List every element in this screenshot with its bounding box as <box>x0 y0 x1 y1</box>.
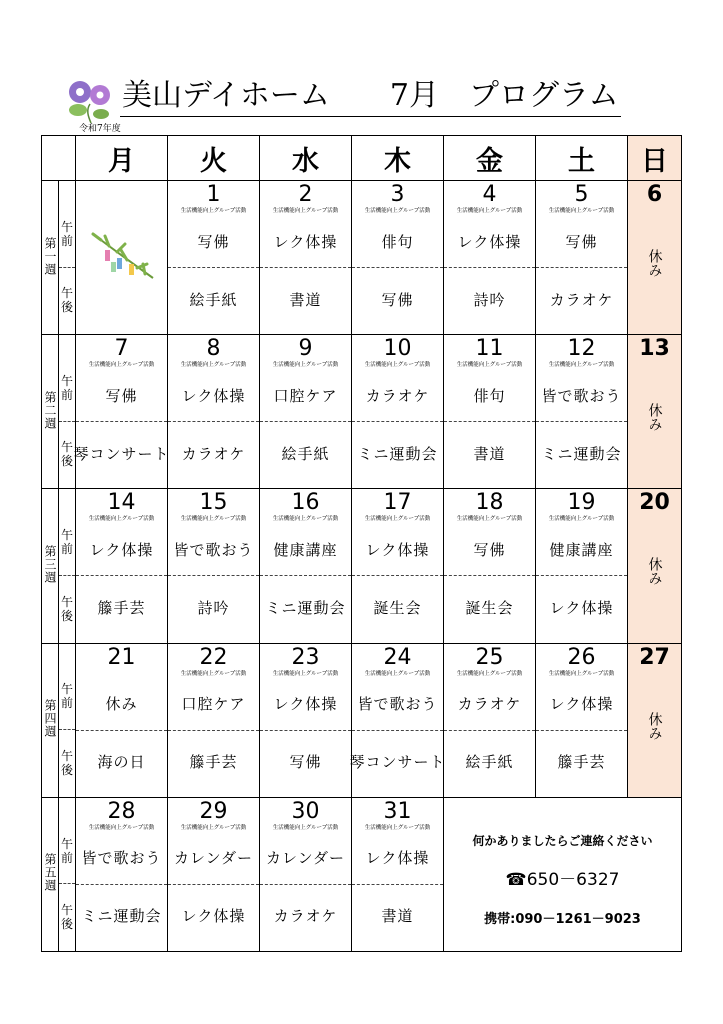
ampm-column <box>59 489 76 643</box>
day-cell <box>536 335 628 489</box>
day-number: 8 <box>206 336 221 362</box>
sunday-rest: 休み <box>646 249 663 278</box>
am-activity: 休み <box>76 678 167 731</box>
am-activity: 健康講座 <box>260 523 351 576</box>
pm-activity: ミニ運動会 <box>541 444 622 463</box>
am-activity: 皆で歌おう <box>76 832 167 885</box>
day-cell <box>352 489 444 643</box>
contact-message: 何かありましたらご連絡ください <box>472 833 653 848</box>
am-activity: カレンダー <box>260 832 351 885</box>
day-cell <box>73 335 170 489</box>
pm-activity: 書道 <box>289 290 322 309</box>
day-number: 3 <box>390 182 405 208</box>
sunday-rest: 休み <box>646 557 663 586</box>
ampm-wrap <box>59 798 75 950</box>
am-activity: 健康講座 <box>536 523 627 576</box>
ampm-wrap <box>59 644 75 796</box>
pm-label: 午後 <box>60 286 73 315</box>
pm-activity: 琴コンサート <box>73 444 170 463</box>
day-number: 28 <box>107 798 136 824</box>
ampm-column <box>59 181 76 335</box>
sunday-rest: 休み <box>646 711 663 740</box>
ampm-wrap <box>59 335 75 487</box>
am-activity: 俳句 <box>352 215 443 268</box>
day-cell <box>536 181 628 335</box>
morning-glory-icon <box>66 78 116 124</box>
day-number: 5 <box>574 182 589 208</box>
am-activity: レク体操 <box>76 523 167 576</box>
day-cell <box>76 643 168 797</box>
am-activity: レク体操 <box>260 215 351 268</box>
pm-activity: 誕生会 <box>373 598 422 617</box>
day-number: 4 <box>482 182 497 208</box>
week-label <box>42 489 59 643</box>
sunday-number: 20 <box>639 490 670 516</box>
page-title: 美山デイホーム 7月 プログラム <box>120 76 621 117</box>
day-activity-note: 生活機能向上グループ活動 <box>364 362 431 369</box>
weekday-header: 木 <box>352 136 444 181</box>
day-cell <box>349 643 446 797</box>
day-cell <box>444 643 536 797</box>
pm-activity: 写佛 <box>381 290 414 309</box>
sunday-number: 6 <box>646 182 663 208</box>
day-cell <box>352 181 444 335</box>
am-activity: レク体操 <box>352 523 443 576</box>
pm-activity: 籐手芸 <box>189 753 238 772</box>
am-activity: レク体操 <box>260 678 351 731</box>
day-activity-note: 生活機能向上グループ活動 <box>272 516 339 523</box>
am-label: 午前 <box>59 489 75 576</box>
pm-label: 午後 <box>60 903 73 932</box>
contact-phone <box>444 865 681 890</box>
day-activity-note: 生活機能向上グループ活動 <box>548 362 615 369</box>
day-activity-note: 生活機能向上グループ活動 <box>364 208 431 215</box>
day-number: 18 <box>475 490 504 516</box>
am-activity: 皆で歌おう <box>168 523 259 576</box>
day-cell <box>168 335 260 489</box>
sunday-number: 27 <box>639 644 670 670</box>
pm-label: 午後 <box>60 748 73 777</box>
ampm-column <box>59 797 76 951</box>
pm-activity: カラオケ <box>273 907 338 926</box>
pm-activity: 書道 <box>381 907 414 926</box>
pm-activity: カラオケ <box>181 444 246 463</box>
day-cell <box>168 181 260 335</box>
pm-activity: 籐手芸 <box>557 753 606 772</box>
pm-activity: 詩吟 <box>197 598 230 617</box>
ampm-wrap <box>59 181 75 333</box>
am-activity: カラオケ <box>444 678 535 731</box>
am-label: 午前 <box>59 798 75 885</box>
am-activity: カラオケ <box>352 369 443 422</box>
day-cell <box>76 797 168 951</box>
weekday-header: 火 <box>168 136 260 181</box>
day-activity-note: 生活機能向上グループ活動 <box>456 670 523 677</box>
sunday-cell <box>628 643 682 797</box>
pm-activity: レク体操 <box>181 907 246 926</box>
pm-label: 午後 <box>60 594 73 623</box>
week-label-text: 第五週 <box>43 853 57 893</box>
week-label <box>42 335 59 489</box>
day-activity-note: 生活機能向上グループ活動 <box>88 516 155 523</box>
day-activity-note: 生活機能向上グループ活動 <box>88 362 155 369</box>
week-label-text: 第四週 <box>43 699 57 739</box>
day-activity-note: 生活機能向上グループ活動 <box>180 208 247 215</box>
sunday-number: 13 <box>639 336 670 362</box>
day-cell <box>260 643 352 797</box>
day-activity-note: 生活機能向上グループ活動 <box>548 670 615 677</box>
am-label: 午前 <box>59 644 75 731</box>
day-number: 25 <box>475 644 504 670</box>
sunday-cell <box>628 335 682 489</box>
contact-info <box>444 797 682 951</box>
day-activity-note: 生活機能向上グループ活動 <box>456 516 523 523</box>
pm-activity: 絵手紙 <box>465 753 514 772</box>
pm-activity: ミニ運動会 <box>265 598 346 617</box>
weekday-header-row <box>42 136 682 181</box>
week-row <box>42 489 682 643</box>
day-activity-note: 生活機能向上グループ活動 <box>272 362 339 369</box>
day-number: 17 <box>383 490 412 516</box>
day-activity-note: 生活機能向上グループ活動 <box>180 516 247 523</box>
tanabata-bamboo-icon <box>87 226 157 286</box>
weekday-header: 水 <box>260 136 352 181</box>
day-activity-note: 生活機能向上グループ活動 <box>180 362 247 369</box>
program-calendar <box>41 135 682 952</box>
day-activity-note: 生活機能向上グループ活動 <box>272 208 339 215</box>
day-number: 31 <box>383 798 412 824</box>
day-number: 9 <box>298 336 313 362</box>
am-activity: レク体操 <box>444 215 535 268</box>
day-cell <box>352 797 444 951</box>
day-activity-note <box>76 670 167 678</box>
pm-activity: ミニ運動会 <box>81 907 162 926</box>
day-number: 1 <box>206 182 221 208</box>
ampm-column <box>59 643 76 797</box>
day-number: 19 <box>567 490 596 516</box>
day-number: 21 <box>107 644 136 670</box>
am-activity: レク体操 <box>352 832 443 885</box>
day-number: 16 <box>291 490 320 516</box>
am-activity: 写佛 <box>168 215 259 268</box>
phone-number: 650－6327 <box>526 869 620 890</box>
day-cell <box>444 181 536 335</box>
week-row <box>42 643 682 797</box>
phone-icon: ☎ <box>505 869 527 890</box>
day-number: 24 <box>383 644 412 670</box>
pm-activity: 書道 <box>473 444 506 463</box>
page-header <box>62 68 662 134</box>
day-activity-note: 生活機能向上グループ活動 <box>364 824 431 831</box>
day-cell <box>536 489 628 643</box>
day-activity-note: 生活機能向上グループ活動 <box>456 362 523 369</box>
day-activity-note: 生活機能向上グループ活動 <box>548 516 615 523</box>
week-row <box>42 335 682 489</box>
day-activity-note: 生活機能向上グループ活動 <box>548 208 615 215</box>
day-number: 14 <box>107 490 136 516</box>
ampm-column <box>59 335 76 489</box>
weekday-header: 月 <box>76 136 168 181</box>
day-number: 10 <box>383 336 412 362</box>
am-activity: レク体操 <box>168 369 259 422</box>
day-number: 29 <box>199 798 228 824</box>
day-cell <box>536 643 628 797</box>
pm-activity: 詩吟 <box>473 290 506 309</box>
day-number: 12 <box>567 336 596 362</box>
am-activity: カレンダー <box>168 832 259 885</box>
am-activity: 写佛 <box>76 369 167 422</box>
day-number: 30 <box>291 798 320 824</box>
pm-activity: レク体操 <box>549 598 614 617</box>
day-cell <box>168 489 260 643</box>
ampm-wrap <box>59 489 75 641</box>
day-activity-note: 生活機能向上グループ活動 <box>88 824 155 831</box>
pm-activity: 籐手芸 <box>97 598 146 617</box>
week-row <box>42 797 682 951</box>
day-activity-note: 生活機能向上グループ活動 <box>364 516 431 523</box>
pm-activity: 絵手紙 <box>281 444 330 463</box>
day-number: 23 <box>291 644 320 670</box>
am-activity: 写佛 <box>444 523 535 576</box>
day-number: 11 <box>475 336 504 362</box>
day-number: 15 <box>199 490 228 516</box>
day-cell <box>260 181 352 335</box>
pm-activity: 誕生会 <box>465 598 514 617</box>
fiscal-year-label: 令和7年度 <box>79 124 121 134</box>
day-activity-note: 生活機能向上グループ活動 <box>456 208 523 215</box>
week-label <box>42 181 59 335</box>
weekday-header: 日 <box>628 136 682 181</box>
day-cell <box>260 797 352 951</box>
day-cell <box>352 335 444 489</box>
weekday-header: 金 <box>444 136 536 181</box>
pm-activity: 琴コンサート <box>349 753 446 772</box>
week-label-text: 第三週 <box>43 545 57 585</box>
day-cell <box>444 489 536 643</box>
contact-mobile: 携帯:090－1261－9023 <box>484 911 641 927</box>
pm-activity: 海の日 <box>97 753 146 772</box>
week-label <box>42 643 59 797</box>
day-number: 26 <box>567 644 596 670</box>
day-cell <box>444 335 536 489</box>
day-cell <box>168 643 260 797</box>
day-number: 2 <box>298 182 313 208</box>
pm-activity: カラオケ <box>549 290 614 309</box>
sunday-cell <box>628 181 682 335</box>
sunday-cell <box>628 489 682 643</box>
week-label-text: 第二週 <box>43 390 57 430</box>
day-number: 22 <box>199 644 228 670</box>
am-activity: レク体操 <box>536 678 627 731</box>
sunday-rest: 休み <box>646 403 663 432</box>
weekday-header: 土 <box>536 136 628 181</box>
day-activity-note: 生活機能向上グループ活動 <box>272 670 339 677</box>
am-activity: 皆で歌おう <box>536 369 627 422</box>
week-label <box>42 797 59 951</box>
am-label: 午前 <box>59 181 75 268</box>
am-activity: 俳句 <box>444 369 535 422</box>
day-cell <box>260 335 352 489</box>
day-activity-note: 生活機能向上グループ活動 <box>364 670 431 677</box>
day-cell <box>260 489 352 643</box>
day-activity-note: 生活機能向上グループ活動 <box>180 824 247 831</box>
day-activity-note: 生活機能向上グループ活動 <box>272 824 339 831</box>
day-activity-note: 生活機能向上グループ活動 <box>180 670 247 677</box>
am-activity: 写佛 <box>536 215 627 268</box>
am-activity: 皆で歌おう <box>352 678 443 731</box>
am-label: 午前 <box>59 335 75 422</box>
am-activity: 口腔ケア <box>168 678 259 731</box>
pm-activity: 絵手紙 <box>189 290 238 309</box>
am-activity: 口腔ケア <box>260 369 351 422</box>
pm-label: 午後 <box>60 440 73 469</box>
day-number: 7 <box>114 336 129 362</box>
pm-activity: ミニ運動会 <box>357 444 438 463</box>
day-cell <box>168 797 260 951</box>
week-row <box>42 181 682 335</box>
pm-activity: 写佛 <box>289 753 322 772</box>
tanabata-cell <box>76 181 168 335</box>
week-label-text: 第一週 <box>43 236 57 276</box>
header-blank-cell <box>42 136 76 181</box>
day-cell <box>76 489 168 643</box>
